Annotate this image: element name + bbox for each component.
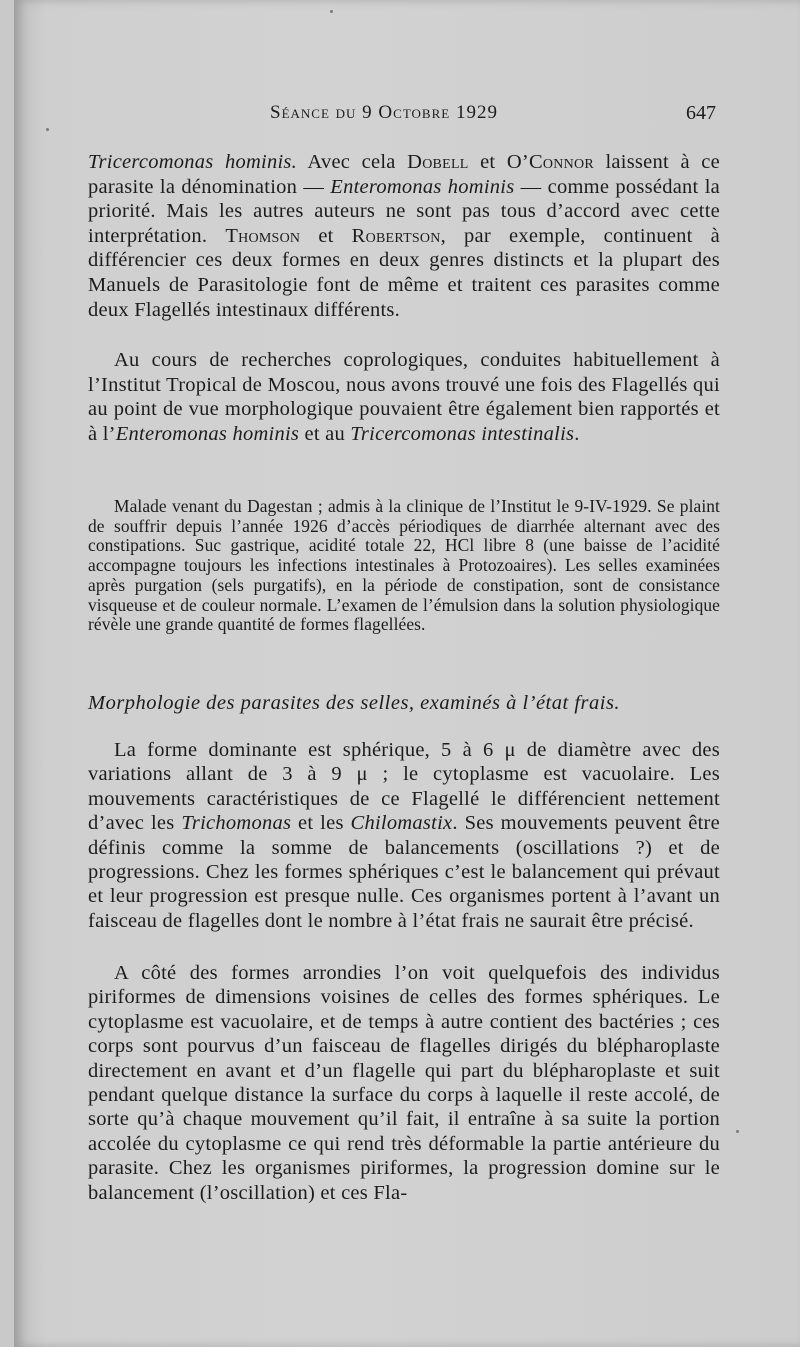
text-run: et les — [291, 812, 351, 835]
text-run: et — [468, 151, 507, 173]
text-run: . Ses mouvements peuvent être définis comme la somme de balancements (oscillations ?) et de progressions. Chez les formes sphériques c’est le balancement qui prévaut et leur progression est presque nulle. Ces organismes portent à l’avant un faisceau de flagelles dont le nombre à l’état frais ne saurait être précisé. — [88, 812, 720, 932]
text-run: Avec cela — [297, 151, 408, 173]
section-title: Morphologie des parasites des selles, examinés à l’état frais. — [88, 692, 621, 714]
text-run: — comme possédant la priorité. Mais les autres auteurs ne sont pas tous d’accord avec cette interprétation. — [88, 175, 720, 247]
text-run: Au cours de recherches coprologiques, conduites habituellement à l’Institut Tropical de Moscou, nous avons trouvé une fois des Flagellés qui au point de vue morphologique pouvaient être également bien rapportés et à l’ — [88, 349, 720, 445]
text-run: La forme dominante est sphérique, 5 à 6 μ de diamètre avec des variations allant de 3 à 9 μ ; le cytoplasme est vacuolaire. Les mouvements caractéristiques de ce Flagellé le différencient nettement d’avec les — [88, 739, 720, 835]
text-run: laissent à ce parasite la dénomination — — [88, 151, 720, 198]
case-report — [88, 497, 720, 635]
author-name: O’Connor — [506, 151, 594, 173]
paragraph-3 — [88, 738, 720, 933]
scan-speck — [736, 1130, 739, 1133]
author-name: Robertson — [351, 224, 441, 247]
taxon-name: Tricercomonas hominis. — [88, 151, 298, 173]
taxon-name: Chilomastix — [350, 812, 453, 835]
paragraph-2 — [88, 348, 720, 446]
paragraph-4 — [88, 961, 720, 1205]
text-run: et — [300, 224, 352, 247]
running-head: Séance du 9 Octobre 1929 — [270, 102, 498, 123]
paragraph-1 — [88, 150, 720, 322]
case-report-text: Malade venant du Dagestan ; admis à la clinique de l’Institut le 9-IV-1929. Se plaint de souffrir depuis l’année 1926 d’accès périodiques de diarrhée alternant avec des constipations. Suc gastrique, acidité totale 22, HCl libre 8 (une baisse de l’acidité accompagne toujours les infections intestinales à Protozoaires). Les selles examinées après purgation (sels purgatifs), en la période de constipation, sont de consistance visqueuse et de couleur normale. L’examen de l’émulsion dans la solution physiologique révèle une grande quantité de formes flagellées. — [88, 496, 720, 635]
taxon-name: Enteromonas hominis — [330, 175, 515, 198]
page-number: 647 — [686, 102, 716, 124]
taxon-name: Trichomonas — [181, 812, 292, 835]
text-run: et au — [299, 422, 351, 445]
taxon-name: Enteromonas hominis — [115, 422, 300, 445]
paragraph-4-text: A côté des formes arrondies l’on voit quelquefois des individus piriformes de dimensions voisines de celles des formes sphériques. Le cytoplasme est vacuolaire, et de temps à autre contient des bactéries ; ces corps sont pourvus d’un faisceau de flagelles dirigés du blépharoplaste directement en avant et d’un flagelle qui part du blépharoplaste et suit pendant quelque distance la surface du corps à laquelle il reste accolé, de sorte qu’à chaque mouvement qu’il fait, il entraîne à sa suite la portion accolée du cytoplasme ce qui rend très déformable la partie antérieure du parasite. Chez les organismes piriformes, la progression domine sur le balancement (l’oscillation) et ces Fla- — [88, 962, 720, 1204]
author-name: Thomson — [225, 224, 301, 247]
page-header — [0, 100, 800, 130]
scan-speck — [330, 10, 333, 13]
author-name: Dobell — [407, 151, 469, 173]
text-run: , par exemple, continuent à différencier ces deux formes en deux genres distincts et la plupart des Manuels de Parasitologie font de même et traitent ces parasites comme deux Flagellés intestinaux différents. — [88, 224, 721, 321]
text-run: . — [574, 422, 580, 445]
taxon-name: Tricercomonas intestinalis — [350, 422, 575, 445]
